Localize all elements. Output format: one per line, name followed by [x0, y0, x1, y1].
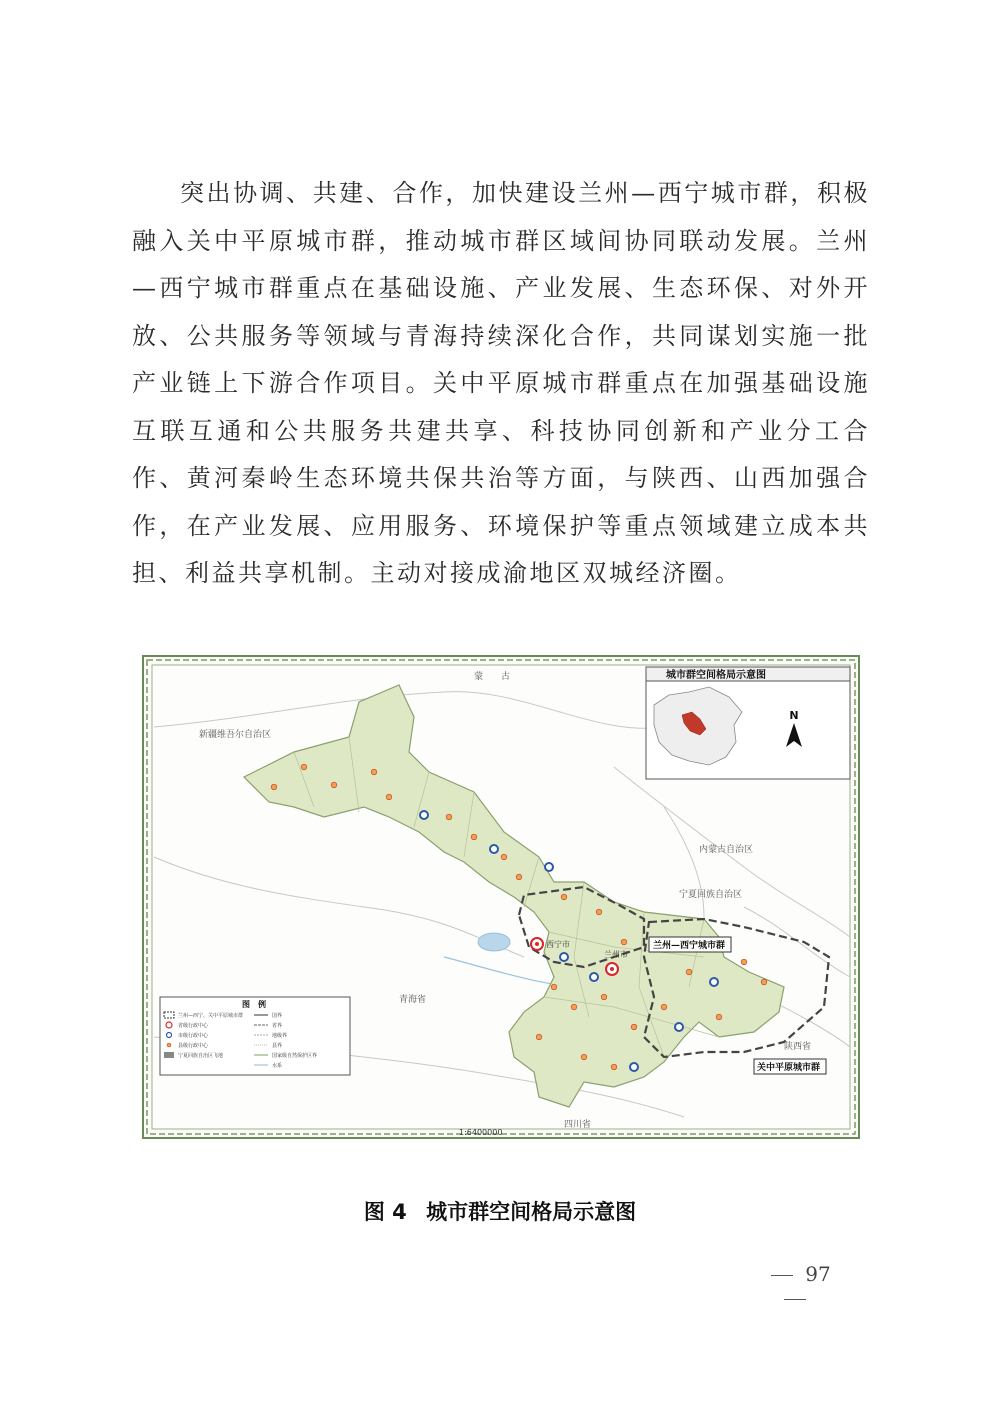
- county-city-dot: [581, 1054, 587, 1060]
- county-city-dot: [536, 1034, 542, 1040]
- legend-enclave-swatch: [164, 1052, 174, 1058]
- county-city-dot: [371, 769, 377, 775]
- county-city-dot: [686, 969, 692, 975]
- legend-right-item: 省界: [272, 1023, 283, 1029]
- legend-capital-icon: [166, 1022, 172, 1028]
- county-city-dot: [661, 1004, 667, 1010]
- label-qinghai: 青海省: [399, 995, 427, 1005]
- county-city-dot: [501, 854, 507, 860]
- legend-left-item: 市级行政中心: [178, 1033, 209, 1039]
- legend-right-item: 地级界: [272, 1033, 288, 1039]
- legend-right-item: 县界: [272, 1043, 283, 1049]
- map-scale: 1:6400000: [459, 1128, 503, 1137]
- county-city-dot: [611, 1064, 617, 1070]
- prefecture-city-dot: [590, 973, 598, 981]
- page-number: [740, 1262, 850, 1310]
- guanzhong-cluster-label: [754, 1059, 826, 1074]
- page-number-text: 97: [805, 1262, 831, 1286]
- legend-right-item: 国家级自然保护区界: [272, 1053, 318, 1059]
- county-city-dot: [446, 814, 452, 820]
- body-paragraph: [132, 170, 870, 598]
- label-shaanxi: 陕西省: [784, 1042, 812, 1052]
- map-figure: [142, 655, 860, 1139]
- prefecture-city-dot: [545, 863, 553, 871]
- page-dash-right: [784, 1299, 806, 1300]
- figure-label: 图 4: [363, 1200, 407, 1224]
- legend-left-item: 县级行政中心: [178, 1043, 209, 1049]
- county-city-dot: [571, 1004, 577, 1010]
- lanzhou-xining-cluster-label: [649, 937, 731, 952]
- label-ningxia: 宁夏回族自治区: [679, 890, 743, 900]
- qinghai-lake: [478, 933, 510, 951]
- county-city-dot: [596, 909, 602, 915]
- county-city-dot: [621, 939, 627, 945]
- county-city-dot: [561, 894, 567, 900]
- county-city-dot: [471, 834, 477, 840]
- lanzhou-xining-cluster-text: 兰州—西宁城市群: [653, 941, 726, 951]
- prefecture-city-dot: [630, 1063, 638, 1071]
- county-city-dot: [301, 764, 307, 770]
- prefecture-city-dot: [420, 811, 428, 819]
- label-sichuan: 四川省: [564, 1120, 592, 1130]
- map-svg: [144, 657, 858, 1137]
- figure-title: 城市群空间格局示意图: [426, 1200, 637, 1224]
- map-legend: [160, 997, 350, 1075]
- county-city-dot: [601, 994, 607, 1000]
- label-xining: 西宁市: [546, 940, 570, 949]
- county-city-dot: [716, 1014, 722, 1020]
- figure-caption: [0, 1196, 1000, 1226]
- xining-marker: [531, 938, 543, 950]
- prefecture-city-dot: [560, 953, 568, 961]
- label-lanzhou: 兰州市: [604, 950, 628, 959]
- legend-left-item: 省级行政中心: [178, 1023, 209, 1029]
- legend-title: 图 例: [242, 1000, 266, 1009]
- paragraph-text: 突出协调、共建、合作，加快建设兰州—西宁城市群，积极融入关中平原城市群，推动城市群区域间协同联动发展。兰州—西宁城市群重点在基础设施、产业发展、生态环保、对外开放、公共服务等领域与青海持续深化合作，共同谋划实施一批产业链上下游合作项目。关中平原城市群重点在加强基础设施互联互通和公共服务共建共享、科技协同创新和产业分工合作、黄河秦岭生态环境共保共治等方面，与陕西、山西加强合作，在产业发展、应用服务、环境保护等重点领域建立成本共担、利益共享机制。主动对接成渝地区双城经济圈。: [132, 179, 870, 587]
- legend-left-item: 宁夏回族自治区飞地: [178, 1053, 224, 1059]
- inset-title: 城市群空间格局示意图: [666, 670, 766, 681]
- prefecture-city-dot: [675, 1023, 683, 1031]
- page-dash-left: [771, 1275, 793, 1276]
- legend-right-item: 国界: [272, 1013, 283, 1019]
- lanzhou-marker: [606, 963, 618, 975]
- label-xinjiang: 新疆维吾尔自治区: [199, 730, 272, 740]
- label-inner-mongolia: 内蒙古自治区: [699, 845, 754, 855]
- prefecture-city-dot: [490, 845, 498, 853]
- north-label: N: [789, 709, 799, 722]
- county-city-dot: [516, 874, 522, 880]
- legend-left-item: 兰州—西宁、关中平原城市群: [178, 1013, 244, 1019]
- legend-right-item: 水系: [272, 1063, 283, 1069]
- legend-county-icon: [167, 1043, 171, 1047]
- guanzhong-cluster-text: 关中平原城市群: [757, 1063, 821, 1073]
- inset-map: [646, 667, 850, 779]
- county-city-dot: [761, 979, 767, 985]
- county-city-dot: [271, 784, 277, 790]
- county-city-dot: [741, 959, 747, 965]
- county-city-dot: [551, 984, 557, 990]
- legend-prefecture-icon: [167, 1033, 172, 1038]
- county-city-dot: [331, 782, 337, 788]
- county-city-dot: [631, 1024, 637, 1030]
- county-city-dot: [386, 794, 392, 800]
- label-mongolia: 蒙 古: [474, 672, 511, 682]
- prefecture-city-dot: [710, 978, 718, 986]
